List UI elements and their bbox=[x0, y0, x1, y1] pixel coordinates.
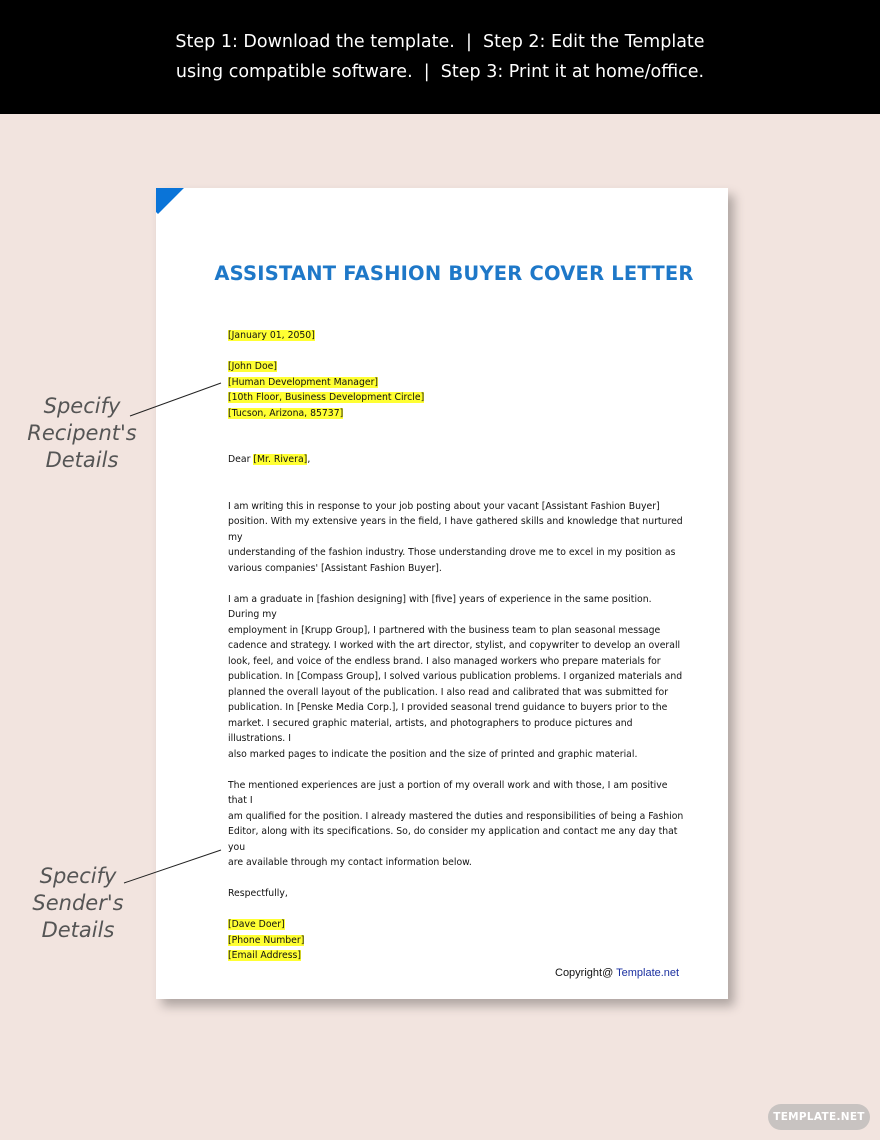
paragraph-3 bbox=[228, 778, 684, 871]
paragraph-line: planned the overall layout of the publication. I also read and calibrated that was submitted for bbox=[228, 686, 669, 698]
letter-preview-page bbox=[156, 188, 728, 999]
annotation-line: Sender's bbox=[32, 891, 124, 915]
paragraph-line: The mentioned experiences are just a portion of my overall work and with those, I am positive that I bbox=[228, 779, 668, 806]
recipient-block bbox=[228, 359, 684, 421]
annotation-line: Details bbox=[45, 448, 119, 472]
sender-email: [Email Address] bbox=[228, 950, 302, 961]
annotation-line: Specify bbox=[43, 394, 121, 418]
banner-line-2: using compatible software. | Step 3: Print it at home/office. bbox=[175, 62, 705, 82]
paragraph-line: publication. In [Penske Media Corp.], I provided seasonal trend guidance to buyers prior to the bbox=[228, 702, 668, 713]
annotation-line: Details bbox=[41, 918, 115, 942]
paragraph-1 bbox=[228, 499, 684, 577]
sender-block bbox=[228, 917, 684, 964]
paragraph-line: market. I secured graphic material, artists, and photographers to produce pictures and illustrations. I bbox=[228, 717, 633, 744]
letter-body bbox=[228, 328, 684, 964]
sender-name: [Dave Doer] bbox=[228, 919, 285, 930]
paragraph-line: am qualified for the position. I already mastered the duties and responsibilities of being a Fashion bbox=[228, 810, 684, 822]
paragraph-line: position. With my extensive years in the field, I have gathered skills and knowledge that nurtured my bbox=[228, 516, 683, 543]
salutation bbox=[228, 452, 684, 468]
date-line bbox=[228, 328, 684, 344]
paragraph-line: cadence and strategy. I worked with the art director, stylist, and copywriter to develop an overall bbox=[228, 640, 681, 651]
recipient-city: [Tucson, Arizona, 85737] bbox=[228, 407, 344, 419]
copyright-site-link[interactable]: Template.net bbox=[616, 967, 680, 979]
paragraph-line: look, feel, and voice of the endless brand. I also managed workers who prepare materials for bbox=[228, 655, 661, 667]
paragraph-line: also marked pages to indicate the position and the size of printed and graphic material. bbox=[228, 748, 638, 760]
paragraph-line: understanding of the fashion industry. Those understanding drove me to excel in my position as bbox=[228, 547, 676, 558]
annotation-line: Specify bbox=[39, 864, 117, 888]
document-title: ASSISTANT FASHION BUYER COVER LETTER bbox=[214, 262, 694, 285]
instruction-banner bbox=[0, 0, 880, 114]
banner-line-1: Step 1: Download the template. | Step 2: Edit the Template bbox=[175, 32, 705, 52]
sender-annotation bbox=[14, 863, 142, 944]
copyright-prefix: Copyright@ bbox=[555, 967, 617, 979]
closing: Respectfully, bbox=[228, 888, 288, 899]
paragraph-line: publication. In [Compass Group], I solved various publication problems. I organized materials and bbox=[228, 671, 683, 682]
paragraph-line: Editor, along with its specifications. So, do consider my application and contact me any day that you bbox=[228, 826, 678, 853]
paragraph-line: I am a graduate in [fashion designing] with [five] years of experience in the same position. During my bbox=[228, 593, 652, 620]
salutation-suffix: , bbox=[307, 454, 311, 465]
copyright-notice bbox=[555, 967, 679, 979]
annotation-line: Recipent's bbox=[27, 421, 137, 445]
template-net-watermark: TEMPLATE.NET bbox=[768, 1104, 870, 1130]
sender-phone: [Phone Number] bbox=[228, 934, 305, 946]
paragraph-2 bbox=[228, 592, 684, 763]
paragraph-line: are available through my contact information below. bbox=[228, 857, 472, 868]
salutation-prefix: Dear bbox=[228, 454, 254, 465]
paragraph-line: employment in [Krupp Group], I partnered with the business team to plan seasonal message bbox=[228, 624, 661, 636]
recipient-annotation bbox=[18, 393, 146, 474]
recipient-name: [John Doe] bbox=[228, 361, 277, 372]
recipient-address: [10th Floor, Business Development Circle] bbox=[228, 392, 425, 403]
paragraph-line: I am writing this in response to your job posting about your vacant [Assistant Fashion Buyer] bbox=[228, 500, 660, 512]
recipient-title: [Human Development Manager] bbox=[228, 376, 379, 388]
paragraph-line: various companies' [Assistant Fashion Buyer]. bbox=[228, 562, 442, 574]
salutation-name: [Mr. Rivera] bbox=[253, 454, 308, 465]
corner-accent-shape bbox=[156, 188, 192, 214]
date-placeholder: [January 01, 2050] bbox=[228, 330, 315, 341]
